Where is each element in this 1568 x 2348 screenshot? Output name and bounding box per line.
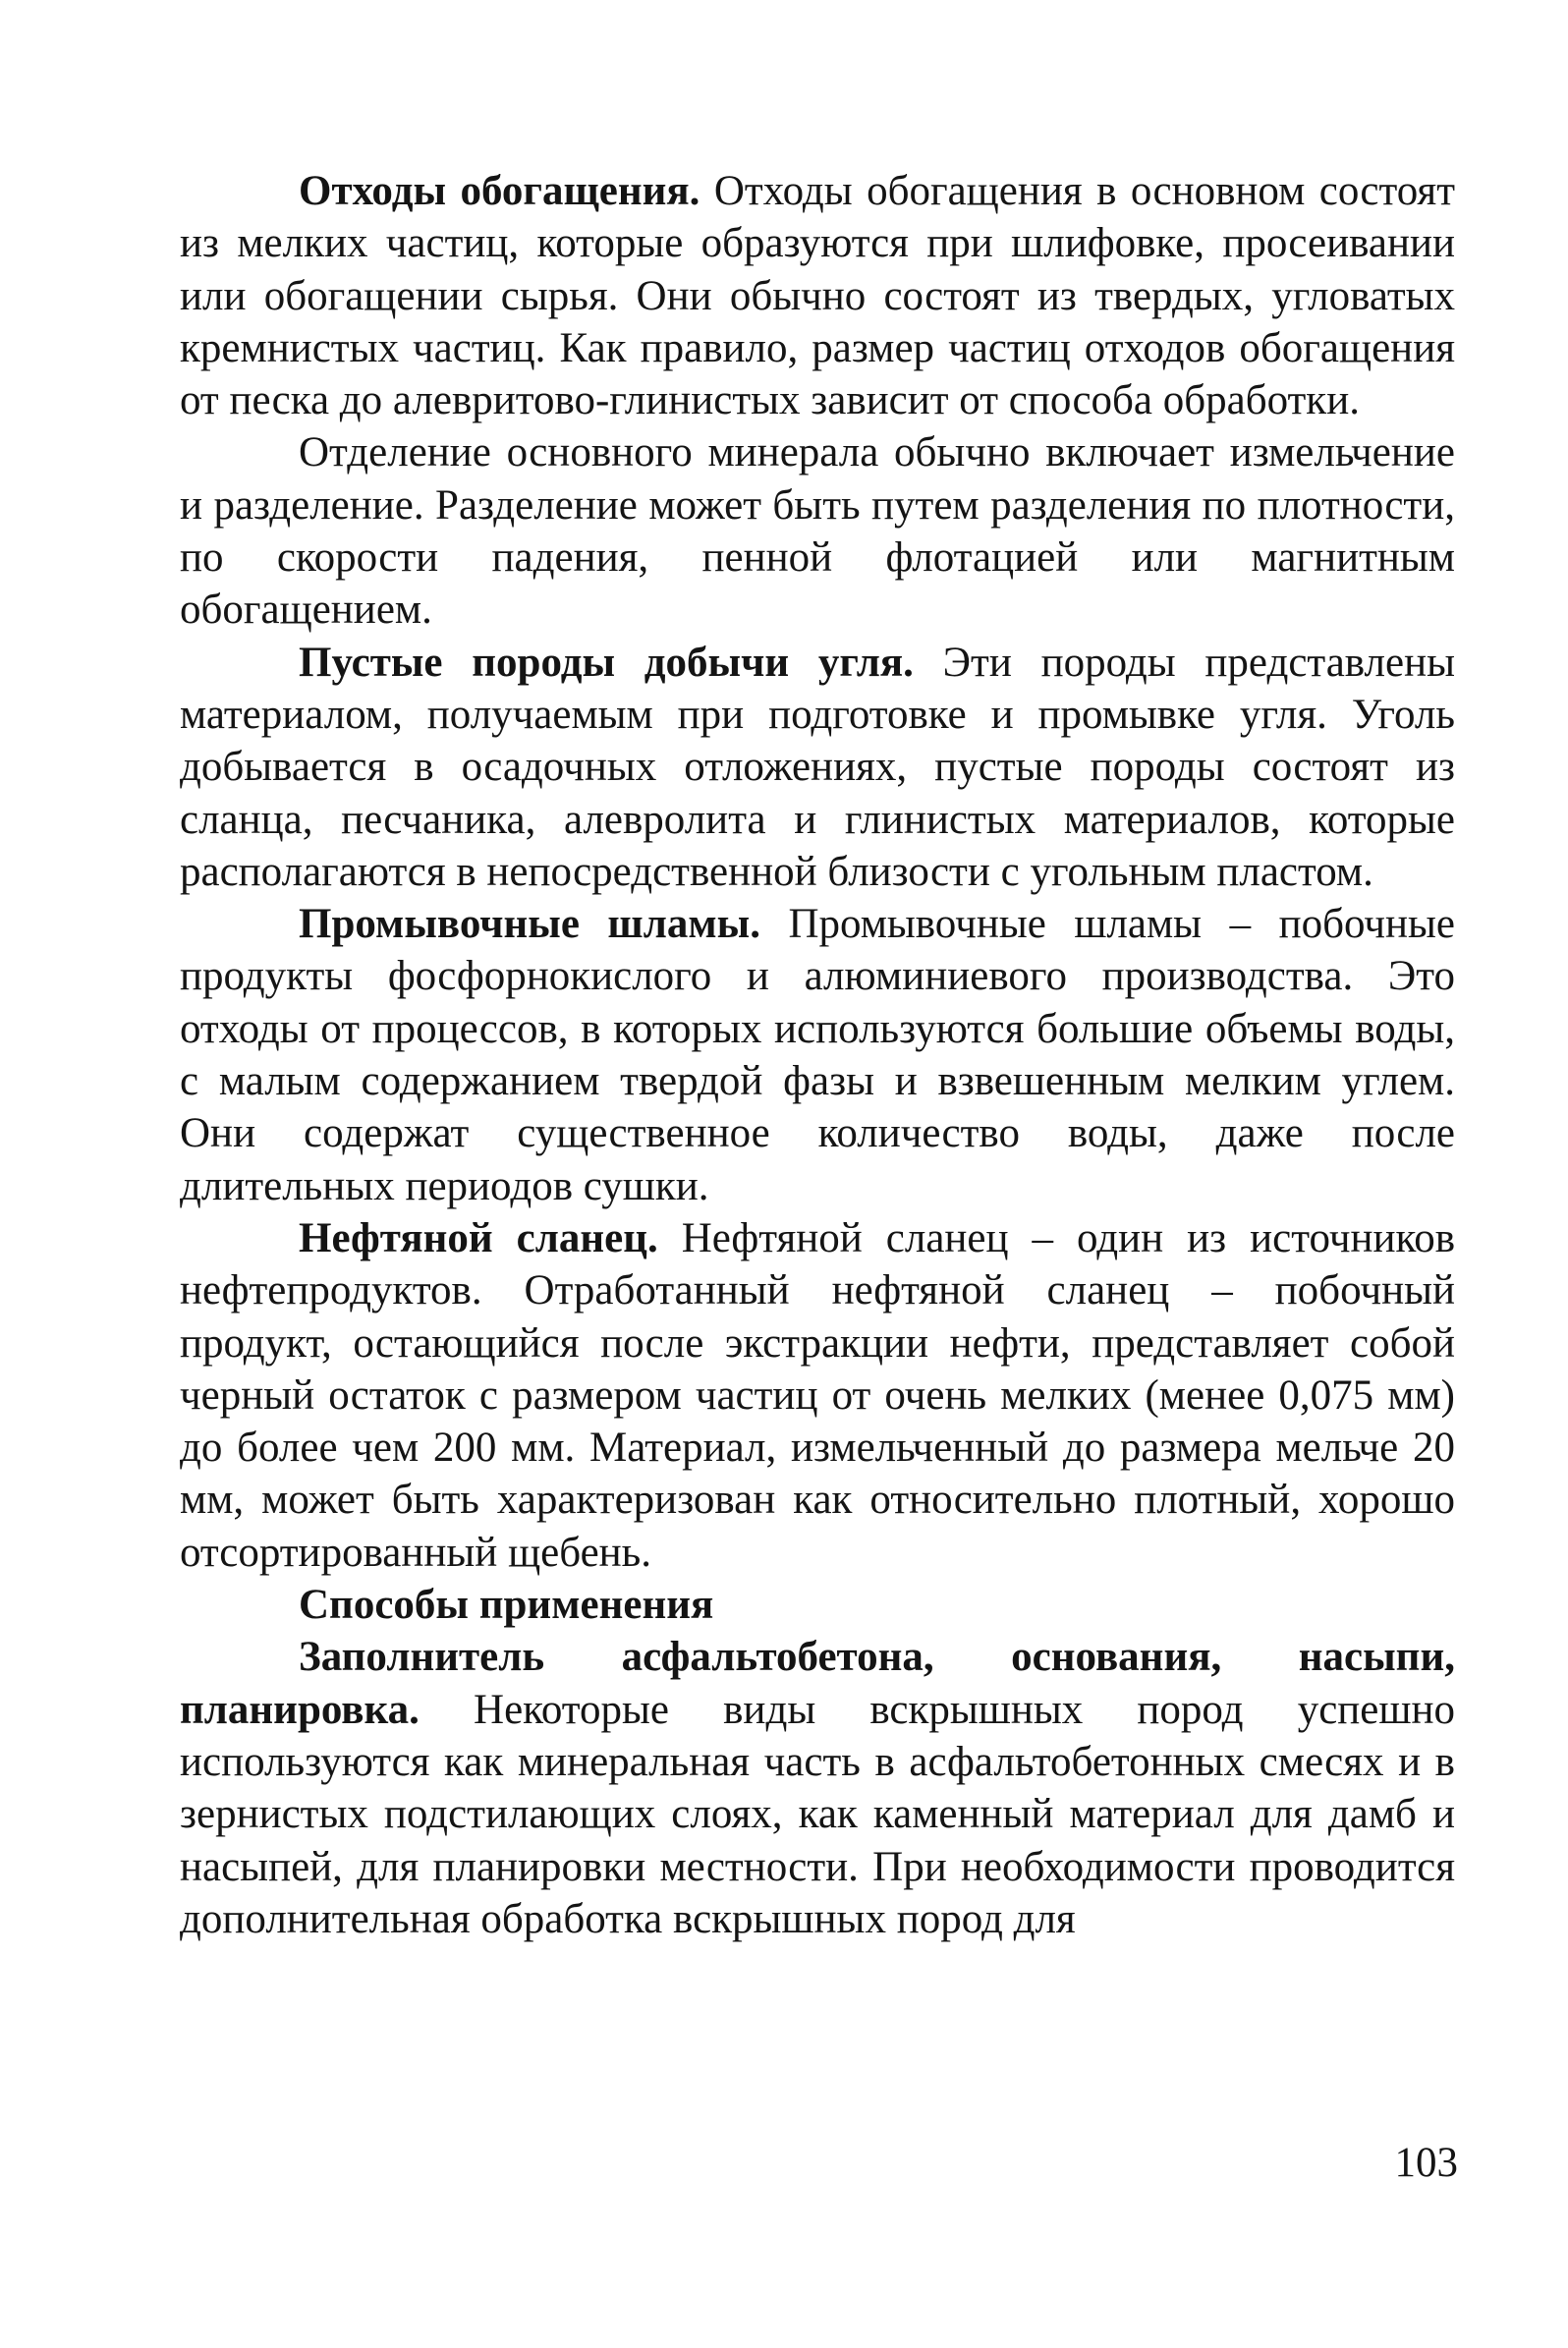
body-text <box>180 165 1455 1945</box>
paragraph-coal-waste <box>180 637 1455 898</box>
paragraph-heading: Заполнитель асфальтобетона, основания, насыпи, планировка. <box>180 1634 1455 1733</box>
paragraph-oil-shale <box>180 1212 1455 1579</box>
paragraph-heading: Нефтяной сланец. <box>299 1214 658 1261</box>
paragraph-heading: Промывочные шламы. <box>299 901 760 948</box>
paragraph-text: Отходы обогащения в основном состоят из мелких частиц, которые образуются при шлифовке, просеивании или обогащении сырья. Они обычно состоят из твердых, угловатых кремнистых частиц. Как правило, размер частиц отходов обогащения от песка до алевритово-глинистых зависит от способа обработки. <box>180 168 1455 424</box>
paragraph-tailings <box>180 165 1455 426</box>
paragraph-asphalt-filler <box>180 1631 1455 1945</box>
paragraph-text: Некоторые виды вскрышных пород успешно используются как минеральная часть в асфальтобетонных смесях и в зернистых подстилающих слоях, как каменный материал для дамб и насыпей, для планировки местности. При необходимости проводится дополнительная обработка вскрышных пород для <box>180 1686 1455 1942</box>
paragraph-text: Нефтяной сланец – один из источников нефтепродуктов. Отработанный нефтяной сланец – побочный продукт, остающийся после экстракции нефти, представляет собой черный остаток с размером частиц от очень мелких (менее 0,075 мм) до более чем 200 мм. Материал, измельченный до размера мельче 20 мм, может быть характеризован как относительно плотный, хорошо отсортированный щебень. <box>180 1214 1455 1576</box>
paragraph-heading: Пустые породы добычи угля. <box>299 639 914 686</box>
section-heading: Способы применения <box>299 1582 714 1629</box>
paragraph-separation <box>180 426 1455 636</box>
paragraph-heading: Отходы обогащения. <box>299 168 700 214</box>
page-number: 103 <box>1394 2140 1458 2186</box>
paragraph-text: Промывочные шламы – побочные продукты фосфорнокислого и алюминиевого производства. Это отходы от процессов, в которых используются большие объемы воды, с малым содержанием твердой фазы и взвешенным мелким углем. Они содержат существенное количество воды, даже после длительных периодов сушки. <box>180 901 1455 1209</box>
paragraph-text: Отделение основного минерала обычно включает измельчение и разделение. Разделение может быть путем разделения по плотности, по скорости падения, пенной флотацией или магнитным обогащением. <box>180 429 1455 634</box>
section-heading-applications <box>180 1579 1455 1631</box>
paragraph-washing-sludge <box>180 898 1455 1212</box>
paragraph-text: Эти породы представлены материалом, получаемым при подготовке и промывке угля. Уголь добывается в осадочных отложениях, пустые породы состоят из сланца, песчаника, алевролита и глинистых материалов, которые располагаются в непосредственной близости с угольным пластом. <box>180 639 1455 895</box>
